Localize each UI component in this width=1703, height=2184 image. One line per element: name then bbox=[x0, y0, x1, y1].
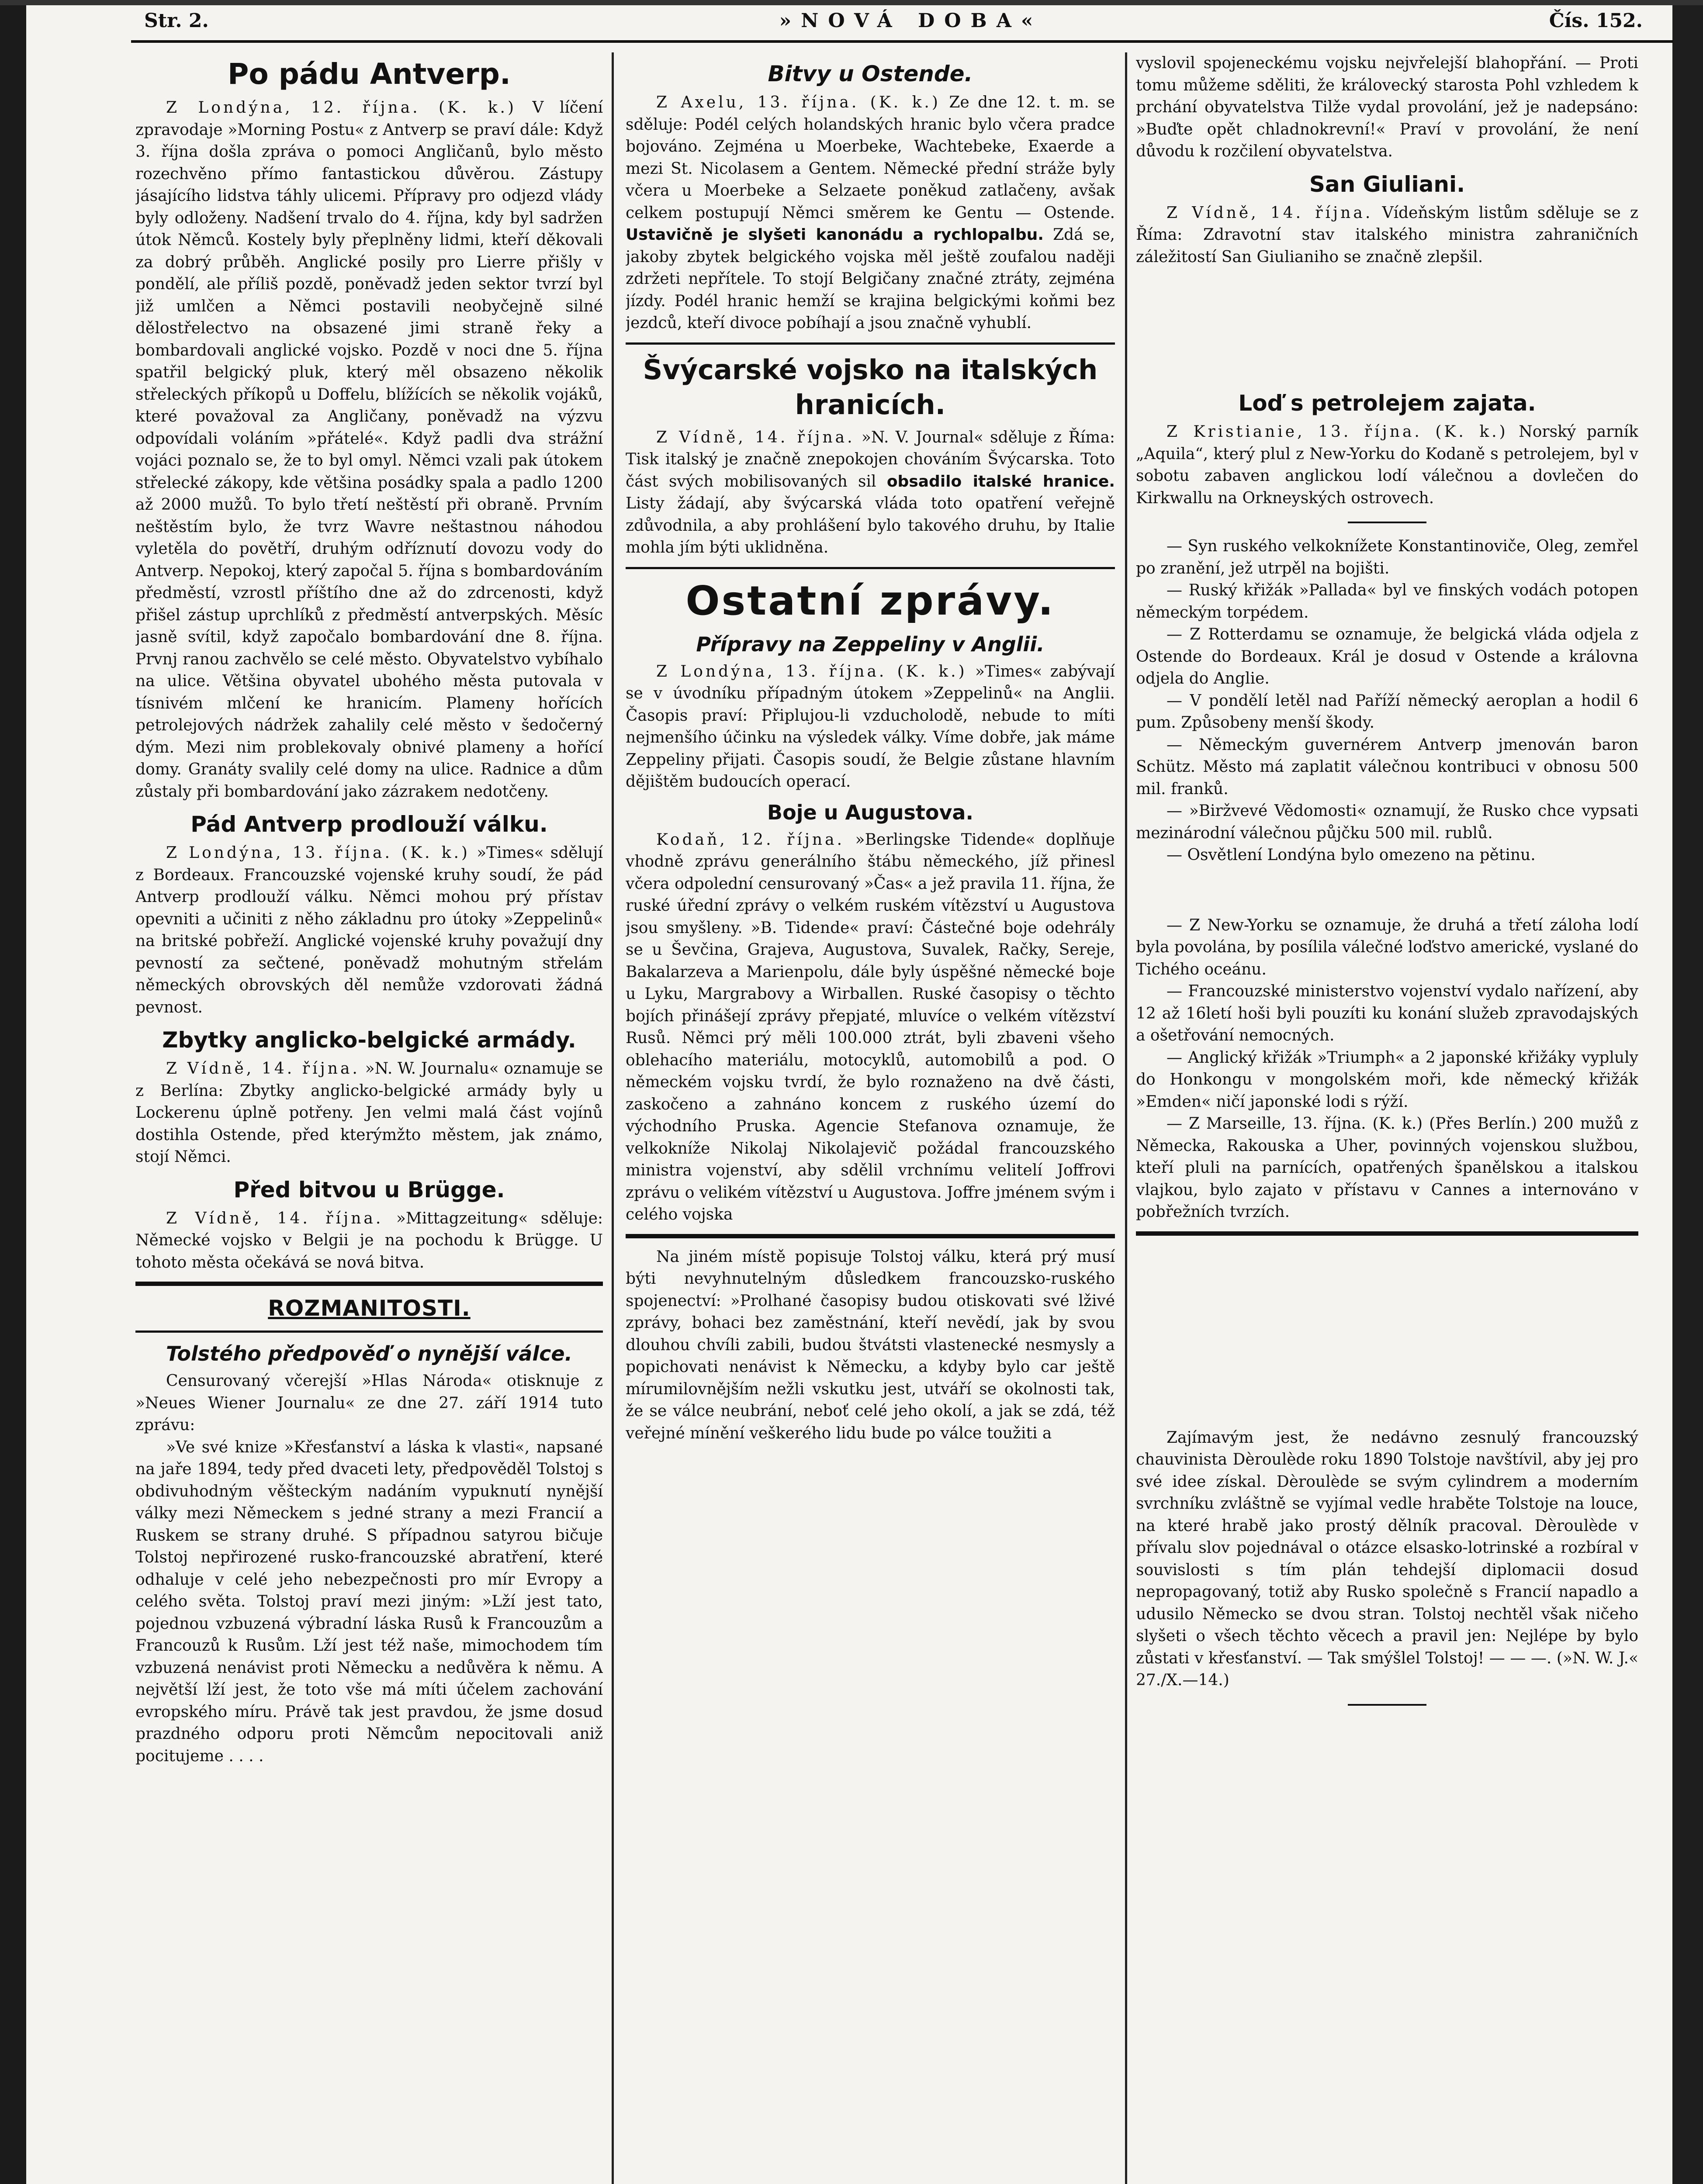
issue-number: Čís. 152. bbox=[1549, 10, 1643, 32]
header-rule bbox=[131, 40, 1673, 43]
article-paragraph: Na jiném místě popisuje Tolstoj válku, která prý musí býti nevyhnutelným důsledkem francouzsko-ruského spojenectví: »Prolhané časopisy budou otiskovati své lživé zprávy, bohaci bez zaměstnání, kteří nevědí, jak by svou dlouhou chvíli zabili, budou štvátsti vlastenecké nesmysly a popichovati nenávist k Německu, a kdyby bylo car ještě mírumilovnějším nežli vskutku jest, utváří se okolnosti tak, že se válce neubrání, neboť celé jeho okolí, a jak se zdá, též veřejné mínění veškerého lidu bude po válce toužiti a bbox=[626, 1248, 1115, 1442]
article-text: Vídeňským listům sděluje se z Říma: Zdravotní stav italského ministra zahraničních záležitostí San Giulianiho se značně zlepšil. bbox=[1136, 204, 1638, 266]
end-rule bbox=[1348, 1704, 1426, 1706]
column-1 bbox=[135, 52, 603, 2184]
article-title: Pád Antverp prodlouží válku. bbox=[190, 812, 548, 837]
article-title: Přípravy na Zeppeliny v Anglii. bbox=[696, 632, 1045, 656]
article-title: Tolstého předpověď o nynější válce. bbox=[166, 1342, 573, 1365]
scan-edge-right bbox=[1672, 0, 1703, 2184]
dateline: Z Vídně, 14. října. bbox=[1166, 204, 1373, 222]
article-text: »Times« sdělují z Bordeaux. Francouzské vojenské kruhy soudí, že pád Antverp prodlouží válku. Němci mohou prý přístav opevniti a učiniti z něho základnu pro útoky »Zeppelinů« na britské pobřeží. Anglické vojenské kruhy považují dny pevností za sečtené, poněvadž mohutným střelám německých obrovských děl nemůže vzdorovati žádná pevnost. bbox=[135, 844, 603, 1016]
dateline: Z Axelu, 13. října. (K. k.) bbox=[656, 93, 941, 111]
article-text: »Mittagzeitung« sděluje: Německé vojsko v Belgii je na pochodu k Brügge. U tohoto města očekává se nová bitva. bbox=[135, 1209, 603, 1272]
dateline: Z Vídně, 14. října. bbox=[166, 1060, 360, 1078]
news-item: — Anglický křižák »Triumph« a 2 japonské křižáky vypluly do Honkongu v mongolském moři, kde německý křižák »Emden« ničí japonské lodi s rýží. bbox=[1136, 1048, 1638, 1111]
article-paragraph bbox=[626, 427, 1115, 559]
article-paragraph bbox=[626, 92, 1115, 335]
column-3 bbox=[1136, 52, 1638, 2184]
dateline: Z Londýna, 12. října. (K. k.) bbox=[166, 99, 517, 117]
news-item: — Ruský křižák »Pallada« byl ve finských vodách potopen německým torpédem. bbox=[1136, 581, 1638, 622]
dateline: Z Londýna, 13. října. (K. k.) bbox=[166, 844, 470, 862]
article-text: »Berlingske Tidende« doplňuje vhodně zprávu generálního štábu německého, jíž přinesl včera odpolední censurovaný »Čas« a jež pravila 11. října, že ruské úřední zprávy o velkém ruském vítězství u Augustova jsou smyšleny. »B. Tidende« praví: Částečné boje odehrály se u Ševčina, Grajeva, Augustova, Suvalek, Račky, Sereje, Bakalarzeva a Marienpolu, dále byly úspěšné německé boje u Lyku, Margrabovy a Wirballen. Ruské časopisy o těchto bojích přinášejí zprávy přepjaté, mluvíce o velkém vítězství Rusů. Němci prý měli 100.000 ztrát, byli zbaveni všeho oblehacího materiálu, motocyklů, automobilů a pod. O německém vojsku tvrdí, že bylo roznaženo na dvě části, zaskočeno a zahnáno koncem z ruského území do východního Pruska. Agencie Stefanova oznamuje, že velkokníže Nikolaj Nikolajevič požádal francouzského ministra vojenství, aby sdělil vrchnímu velitelí Joffrovi zprávu o velikém vítězství u Augustova. Joffre jménem svým i celého vojska bbox=[626, 830, 1115, 1223]
news-item: — Německým guvernérem Antverp jmenován baron Schütz. Město má zaplatit válečnou kontribuci v obnosu 500 mil. franků. bbox=[1136, 736, 1638, 798]
faded-gap bbox=[1136, 268, 1638, 382]
section-title: Ostatní zprávy. bbox=[685, 577, 1055, 624]
column-divider bbox=[612, 52, 614, 2184]
scan-edge-top bbox=[0, 0, 1703, 5]
article-text: Ze dne 12. t. m. se sděluje: Podél celých holandských hranic bylo včera pradce bojováno. Zejména u Moerbeke, Wachtebeke, Exaerde a mezi St. Nicolasem a Gentem. Německé přední stráže byly včera u Moerbeke a Selzaete poněkud zatlačeny, avšak celkem postupují Němci směrem ke Gentu — Ostende. bbox=[626, 93, 1115, 222]
article-text: »N. V. Journal« sděluje z Říma: Tisk italský je značně znepokojen chováním Švýcarska. Toto část svých mobilisovaných sil bbox=[626, 428, 1115, 491]
article-paragraph: »Ve své knize »Křesťanství a láska k vlasti«, napsané na jaře 1894, tedy před dvaceti lety, předpověděl Tolstoj s obdivuhodným věšteckým nadáním vypuknutí nynější války mezi Německem s jedné strany a mezi Francií a Ruskem se strany druhé. S případnou satyrou bičuje Tolstoj nepřirozené rusko-francouzské abratření, které odhaluje v celé jeho nebezpečnosti pro mír Evropy a celého světa. Tolstoj praví mezi jiným: »Lží jest tato, pojednou vzbuzená výbradní láska Rusů k Francouzům a Francouzů k Rusům. Lží jest též naše, mimochodem tím vzbuzená nenávist proti Německu a nedůvěra k němu. A největší lží jest, že toto vše má míti účelem zachování evropského míru. Právě tak jest pravdou, že jsme dosud prazdného odporu proti Němcům nepocitovali aniž pocitujeme . . . . bbox=[135, 1438, 603, 1765]
dateline: Kodaň, 12. října. bbox=[656, 830, 845, 849]
article-title: Loď s petrolejem zajata. bbox=[1238, 390, 1536, 416]
article-title: Zbytky anglicko-belgické armády. bbox=[162, 1027, 576, 1053]
article-paragraph bbox=[1136, 421, 1638, 509]
scan-edge-left bbox=[0, 0, 26, 2184]
section-title: ROZMANITOSTI. bbox=[268, 1296, 471, 1321]
dateline: Z Londýna, 13. října. (K. k.) bbox=[656, 662, 967, 681]
article-title: Před bitvou u Brügge. bbox=[233, 1177, 505, 1203]
column-2 bbox=[626, 52, 1115, 2184]
dateline: Z Kristianie, 13. října. (K. k.) bbox=[1166, 423, 1508, 441]
section-rule bbox=[1348, 522, 1426, 523]
emphasis-text: Ustavičně je slyšeti kanonádu a rychlopalbu. bbox=[626, 226, 1044, 244]
faded-gap bbox=[1136, 1244, 1638, 1427]
section-rule bbox=[626, 1234, 1115, 1238]
section-rule bbox=[626, 342, 1115, 345]
article-text: »Times« zabývají se v úvodníku případným útokem »Zeppelinů« na Anglii. Časopis praví: Připlujou-li vzducholodě, nebude to míti nejmenšího účinku na výsledek války. Víme dobře, jak máme Zeppeliny přijati. Časopis soudí, že Belgie zůstane hlavním dějištěm budoucích operací. bbox=[626, 662, 1115, 791]
column-divider bbox=[1125, 52, 1127, 2184]
article-text: V líčení zpravodaje »Morning Postu« z Antverp se praví dále: Když 3. října došla zpráva o pomoci Angličanů, bylo město rozechvěno přímo fantastickou důvěrou. Zástupy jásajícího lidstva táhly ulicemi. Přípravy pro odjezd vlády byly odloženy. Nadšení trvalo do 4. října, kdy byl sadržen útok Němců. Kostely byly přeplněny lidmi, kteří děkovali za dobrý průběh. Anglické posily pro Lierre přišly v pondělí, ale příliš pozdě, poněvadž jeden sektor tvrzí byl již umlčen a Němci postavili neobyčejně silné dělostřelectvo na obsazené jimi straně řeky a bombardovali anglické vojsko. Pozdě v noci dne 5. října spatřil belgický pluk, který měl obsazeno několik střeleckých příkopů u Doffelu, blížících se několik vojáků, které považoval za Angličany, poněvadž na výzvu odpovídali voláním »přátelé«. Když padli dva strážní vojáci poznalo se, že to byl omyl. Němci vzali pak útokem střelecké zákopy, kde většina posádky spala a padlo 1200 až 2000 mužů. To bylo třetí neštěstí při obraně. Prvním neštěstím bylo, že tvrz Wavre neštastnou náhodou vyletěla do povětří, druhým odříznutí dovozu vody do Antverp. Nepokoj, který započal 5. října s bombardováním předměstí, vzrostl příštího dne až do zdrcenosti, když přišel zástup uprchlíků z předměstí antverpských. Měsíc jasně svítil, když započalo bombardování dne 8. října. Prvnj ranou zachvělo se celé město. Obyvatelstvo vybíhalo na ulice. Většina obyvatel ubohého města putovala v tísnivém mlčení ke hranicím. Plameny hořících petrolejových nádržek zahalily celé město v šedočerný dým. Mezi nim problekovaly obnivé plameny a hořící domy. Granáty svalily celé domy na ulice. Radnice a dům zůstaly při bombardování jako zázrakem nedotčeny. bbox=[135, 99, 603, 801]
section-rule bbox=[1136, 1231, 1638, 1236]
article-text: Norský parník „Aquila“, který plul z New-Yorku do Kodaně s petrolejem, byl v sobotu zabaven anglickou lodí válečnou a dovlečen do Kirkwallu na Orkneyských ostrovech. bbox=[1136, 423, 1638, 507]
article-paragraph: Censurovaný včerejší »Hlas Národa« otisknuje z »Neues Wiener Journalu« ze dne 27. září 1914 tuto zprávu: bbox=[135, 1372, 603, 1434]
article-title: Bitvy u Ostende. bbox=[768, 61, 973, 86]
masthead-title: »NOVÁ DOBA« bbox=[779, 10, 1043, 32]
running-header bbox=[144, 6, 1678, 37]
article-paragraph: vyslovil spojeneckému vojsku nejvřelejší blahopřání. — Proti tomu můžeme sděliti, že královecký starosta Pohl vzhledem k prchání obyvatelstva Tilže vydal provolání, jež je nadepsáno: »Buďte opět chladnokrevní!« Praví v provolání, že není důvodu k rozčilení obyvatelstva. bbox=[1136, 54, 1638, 160]
article-paragraph bbox=[135, 97, 603, 803]
news-item: — Z New-Yorku se oznamuje, že druhá a třetí záloha lodí byla povolána, by posílila válečné loďstvo americké, vyslané do Tichého oceánu. bbox=[1136, 916, 1638, 978]
article-title: Po pádu Antverp. bbox=[228, 57, 511, 91]
dateline: Z Vídně, 14. října. bbox=[656, 428, 855, 446]
section-rule bbox=[135, 1282, 603, 1286]
news-item: — »Biržvevé Vědomosti« oznamují, že Rusko chce vypsati mezinárodní válečnou půjčku 500 mil. rublů. bbox=[1136, 802, 1638, 842]
faded-gap bbox=[1136, 867, 1638, 915]
article-text: Zdá se, jakoby zbytek belgického vojska měl ještě zoufalou naději zdržeti nepřítele. To stojí Belgičany značné ztráty, zejména jízdy. Podél hranic hemží se krajina belgickými koňmi bez jezdců, kteří divoce pobíhají a jsou značně vyhublí. bbox=[626, 226, 1115, 332]
article-paragraph bbox=[626, 829, 1115, 1226]
article-paragraph bbox=[135, 842, 603, 1019]
article-paragraph bbox=[135, 1058, 603, 1168]
news-item: — V pondělí letěl nad Paříží německý aeroplan a hodil 6 pum. Způsobeny menší škody. bbox=[1136, 691, 1638, 732]
article-title: Boje u Augustova. bbox=[767, 800, 973, 824]
article-paragraph bbox=[1136, 202, 1638, 269]
article-title: San Giuliani. bbox=[1309, 171, 1465, 197]
article-paragraph bbox=[626, 661, 1115, 793]
section-rule bbox=[135, 1330, 603, 1333]
article-title: Švýcarské vojsko na italských hranicích. bbox=[643, 353, 1098, 421]
section-rule bbox=[626, 567, 1115, 569]
article-text: Listy žádají, aby švýcarská vláda toto opatření veřejně zdůvodnila, a aby prohlášení bylo takového druhu, by Italie mohla jím býti uklidněna. bbox=[626, 494, 1115, 556]
page-number: Str. 2. bbox=[144, 10, 209, 32]
news-item: — Z Rotterdamu se oznamuje, že belgická vláda odjela z Ostende do Bordeaux. Král je dosud v Ostende a královna odjela do Anglie. bbox=[1136, 625, 1638, 688]
news-item: — Francouzské ministerstvo vojenství vydalo nařízení, aby 12 až 16letí hoši byli pouzíti ku konání služeb zpravodajských a ošetřování nemocných. bbox=[1136, 982, 1638, 1044]
emphasis-text: obsadilo italské hranice. bbox=[886, 472, 1115, 491]
dateline: Z Vídně, 14. října. bbox=[166, 1209, 384, 1227]
news-item: — Osvětlení Londýna bylo omezeno na pětinu. bbox=[1166, 846, 1536, 864]
news-item: — Z Marseille, 13. října. (K. k.) (Přes Berlín.) 200 mužů z Německa, Rakouska a Uher, povinných vojenskou službou, kteří pluli na parnících, opatřených španělskou a italskou vlajkou, bylo zajato v přístavu v Cannes a internováno v pobřežních tvrzích. bbox=[1136, 1115, 1638, 1221]
news-item: — Syn ruského velkoknížete Konstantinoviče, Oleg, zemřel po zranění, jež utrpěl na bojišti. bbox=[1136, 537, 1638, 577]
article-paragraph: Zajímavým jest, že nedávno zesnulý francouzský chauvinista Dèroulède roku 1890 Tolstoje navštívil, aby jej pro své idee získal. Dèroulède se svým cylindrem a moderním svrchníku zvláštně se vyjímal vedle hraběte Tolstoje na louce, na které hrabě jako prostý dělník pracoval. Dèroulède v přívalu slov pojednával o otázce elsasko-lotrinské a rozbíral v souvislosti s tím plán tehdejší diplomacii dosud nepropagovaný, totiž aby Rusko společně s Francií napadlo a udusilo Německo se dvou stran. Tolstoj nechtěl však ničeho slyšeti o všech těchto věcech a pravil jen: Nejlépe by bylo zůstati v křesťanství. — Tak smýšlel Tolstoj! — — —. (»N. W. J.« 27./X.—14.) bbox=[1136, 1428, 1638, 1689]
article-text: »N. W. Journalu« oznamuje se z Berlína: Zbytky anglicko-belgické armády byly u Lockerenu úplně potřeny. Jen velmi malá část vojínů dostihla Ostende, před kterýmžto městem, jak známo, stojí Němci. bbox=[135, 1060, 603, 1166]
article-paragraph bbox=[135, 1208, 603, 1274]
